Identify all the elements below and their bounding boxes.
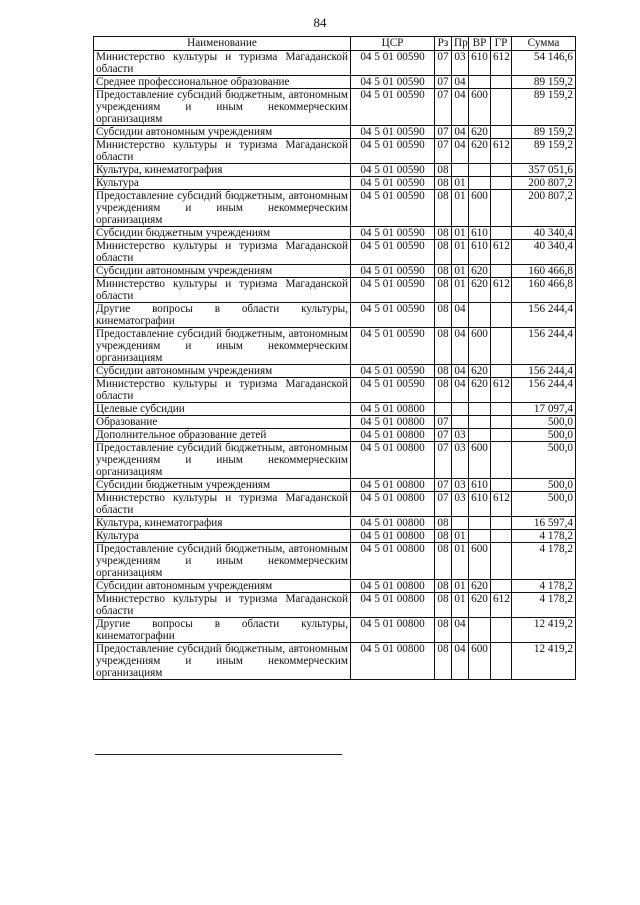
cell-pr: 04 bbox=[452, 643, 469, 680]
cell-gr bbox=[491, 190, 512, 227]
cell-sum: 500,0 bbox=[512, 442, 576, 479]
cell-sum: 500,0 bbox=[512, 492, 576, 517]
cell-sum: 500,0 bbox=[512, 429, 576, 442]
cell-sum: 40 340,4 bbox=[512, 240, 576, 265]
cell-sum: 4 178,2 bbox=[512, 580, 576, 593]
cell-gr bbox=[491, 530, 512, 543]
cell-name: Культура, кинематография bbox=[94, 164, 351, 177]
table-row bbox=[94, 328, 576, 365]
cell-gr bbox=[491, 365, 512, 378]
cell-name: Предоставление субсидий бюджетным, автономным учреждениям и иным некоммерческим организациям bbox=[94, 190, 351, 227]
cell-gr bbox=[491, 177, 512, 190]
cell-pr: 01 bbox=[452, 543, 469, 580]
cell-sum: 16 597,4 bbox=[512, 517, 576, 530]
cell-vr: 620 bbox=[469, 278, 491, 303]
header-sum: Сумма bbox=[512, 37, 576, 51]
cell-pr: 04 bbox=[452, 328, 469, 365]
header-gr: ГР bbox=[491, 37, 512, 51]
table-row bbox=[94, 429, 576, 442]
cell-rz: 07 bbox=[435, 416, 452, 429]
cell-csr: 04 5 01 00590 bbox=[351, 378, 435, 403]
cell-csr: 04 5 01 00800 bbox=[351, 442, 435, 479]
table-row bbox=[94, 278, 576, 303]
table-row bbox=[94, 416, 576, 429]
cell-name: Другие вопросы в области культуры, кинематографии bbox=[94, 618, 351, 643]
cell-rz: 07 bbox=[435, 442, 452, 479]
table-row bbox=[94, 139, 576, 164]
header-csr: ЦСР bbox=[351, 37, 435, 51]
cell-gr bbox=[491, 403, 512, 416]
cell-sum: 54 146,6 bbox=[512, 51, 576, 76]
cell-rz: 08 bbox=[435, 303, 452, 328]
cell-csr: 04 5 01 00590 bbox=[351, 89, 435, 126]
cell-vr: 620 bbox=[469, 265, 491, 278]
cell-gr bbox=[491, 76, 512, 89]
cell-rz: 08 bbox=[435, 240, 452, 265]
cell-sum: 12 419,2 bbox=[512, 618, 576, 643]
table-row bbox=[94, 442, 576, 479]
table-row bbox=[94, 378, 576, 403]
cell-sum: 160 466,8 bbox=[512, 278, 576, 303]
cell-vr bbox=[469, 303, 491, 328]
cell-csr: 04 5 01 00590 bbox=[351, 164, 435, 177]
cell-vr: 600 bbox=[469, 89, 491, 126]
cell-rz: 08 bbox=[435, 618, 452, 643]
cell-rz: 07 bbox=[435, 51, 452, 76]
cell-csr: 04 5 01 00800 bbox=[351, 593, 435, 618]
cell-rz: 08 bbox=[435, 365, 452, 378]
cell-pr: 04 bbox=[452, 303, 469, 328]
table-row bbox=[94, 403, 576, 416]
cell-sum: 200 807,2 bbox=[512, 190, 576, 227]
cell-gr bbox=[491, 265, 512, 278]
cell-vr: 610 bbox=[469, 492, 491, 517]
cell-pr: 01 bbox=[452, 240, 469, 265]
table-row bbox=[94, 543, 576, 580]
cell-gr bbox=[491, 517, 512, 530]
table-row bbox=[94, 365, 576, 378]
cell-name: Другие вопросы в области культуры, кинематографии bbox=[94, 303, 351, 328]
table-row bbox=[94, 593, 576, 618]
table-row bbox=[94, 530, 576, 543]
cell-rz: 07 bbox=[435, 126, 452, 139]
cell-pr: 03 bbox=[452, 442, 469, 479]
cell-sum: 156 244,4 bbox=[512, 378, 576, 403]
cell-vr: 620 bbox=[469, 365, 491, 378]
cell-rz: 07 bbox=[435, 492, 452, 517]
cell-name: Предоставление субсидий бюджетным, автономным учреждениям и иным некоммерческим организациям bbox=[94, 543, 351, 580]
cell-rz: 08 bbox=[435, 328, 452, 365]
cell-pr: 01 bbox=[452, 278, 469, 303]
cell-csr: 04 5 01 00590 bbox=[351, 126, 435, 139]
cell-sum: 500,0 bbox=[512, 416, 576, 429]
cell-csr: 04 5 01 00800 bbox=[351, 479, 435, 492]
cell-pr: 04 bbox=[452, 378, 469, 403]
cell-name: Образование bbox=[94, 416, 351, 429]
cell-sum: 40 340,4 bbox=[512, 227, 576, 240]
cell-gr bbox=[491, 416, 512, 429]
cell-name: Субсидии бюджетным учреждениям bbox=[94, 227, 351, 240]
cell-gr bbox=[491, 618, 512, 643]
cell-sum: 4 178,2 bbox=[512, 593, 576, 618]
cell-csr: 04 5 01 00800 bbox=[351, 618, 435, 643]
cell-name: Культура, кинематография bbox=[94, 517, 351, 530]
cell-name: Министерство культуры и туризма Магаданской области bbox=[94, 492, 351, 517]
cell-gr: 612 bbox=[491, 240, 512, 265]
cell-pr: 03 bbox=[452, 429, 469, 442]
cell-gr: 612 bbox=[491, 378, 512, 403]
cell-gr: 612 bbox=[491, 278, 512, 303]
table-row bbox=[94, 580, 576, 593]
table-row bbox=[94, 190, 576, 227]
table-row bbox=[94, 517, 576, 530]
cell-gr bbox=[491, 328, 512, 365]
cell-sum: 156 244,4 bbox=[512, 328, 576, 365]
cell-name: Министерство культуры и туризма Магаданской области bbox=[94, 593, 351, 618]
cell-pr: 03 bbox=[452, 492, 469, 517]
cell-rz: 08 bbox=[435, 378, 452, 403]
cell-name: Культура bbox=[94, 530, 351, 543]
cell-vr: 620 bbox=[469, 378, 491, 403]
cell-name: Культура bbox=[94, 177, 351, 190]
cell-pr: 04 bbox=[452, 126, 469, 139]
table-row bbox=[94, 265, 576, 278]
cell-vr bbox=[469, 429, 491, 442]
table-row bbox=[94, 164, 576, 177]
cell-name: Министерство культуры и туризма Магаданской области bbox=[94, 240, 351, 265]
cell-rz: 08 bbox=[435, 278, 452, 303]
cell-vr bbox=[469, 164, 491, 177]
table-row bbox=[94, 177, 576, 190]
cell-rz: 08 bbox=[435, 530, 452, 543]
cell-name: Субсидии автономным учреждениям bbox=[94, 126, 351, 139]
cell-name: Субсидии автономным учреждениям bbox=[94, 580, 351, 593]
cell-pr: 04 bbox=[452, 89, 469, 126]
cell-vr: 610 bbox=[469, 479, 491, 492]
cell-csr: 04 5 01 00800 bbox=[351, 416, 435, 429]
cell-csr: 04 5 01 00800 bbox=[351, 643, 435, 680]
table-row bbox=[94, 303, 576, 328]
cell-rz bbox=[435, 403, 452, 416]
cell-name: Предоставление субсидий бюджетным, автономным учреждениям и иным некоммерческим организациям bbox=[94, 328, 351, 365]
cell-csr: 04 5 01 00590 bbox=[351, 227, 435, 240]
cell-pr bbox=[452, 416, 469, 429]
cell-pr bbox=[452, 403, 469, 416]
cell-gr bbox=[491, 164, 512, 177]
cell-csr: 04 5 01 00800 bbox=[351, 403, 435, 416]
budget-table bbox=[93, 36, 576, 680]
cell-csr: 04 5 01 00590 bbox=[351, 240, 435, 265]
table-row bbox=[94, 492, 576, 517]
cell-rz: 08 bbox=[435, 190, 452, 227]
cell-csr: 04 5 01 00590 bbox=[351, 328, 435, 365]
cell-pr: 01 bbox=[452, 580, 469, 593]
cell-pr: 01 bbox=[452, 190, 469, 227]
cell-rz: 08 bbox=[435, 543, 452, 580]
cell-gr bbox=[491, 126, 512, 139]
cell-gr bbox=[491, 442, 512, 479]
cell-vr: 610 bbox=[469, 51, 491, 76]
cell-csr: 04 5 01 00590 bbox=[351, 177, 435, 190]
table-row bbox=[94, 76, 576, 89]
cell-vr: 600 bbox=[469, 328, 491, 365]
cell-vr: 600 bbox=[469, 543, 491, 580]
cell-rz: 08 bbox=[435, 227, 452, 240]
cell-name: Предоставление субсидий бюджетным, автономным учреждениям и иным некоммерческим организациям bbox=[94, 89, 351, 126]
header-pr: Пр bbox=[452, 37, 469, 51]
cell-vr bbox=[469, 530, 491, 543]
cell-gr bbox=[491, 543, 512, 580]
cell-vr bbox=[469, 76, 491, 89]
cell-sum: 89 159,2 bbox=[512, 139, 576, 164]
cell-sum: 89 159,2 bbox=[512, 76, 576, 89]
cell-vr: 600 bbox=[469, 190, 491, 227]
cell-sum: 12 419,2 bbox=[512, 643, 576, 680]
table-row bbox=[94, 126, 576, 139]
cell-pr bbox=[452, 517, 469, 530]
cell-pr: 04 bbox=[452, 139, 469, 164]
cell-vr: 600 bbox=[469, 442, 491, 479]
cell-vr bbox=[469, 517, 491, 530]
cell-csr: 04 5 01 00590 bbox=[351, 365, 435, 378]
cell-gr bbox=[491, 479, 512, 492]
cell-name: Дополнительное образование детей bbox=[94, 429, 351, 442]
cell-rz: 07 bbox=[435, 76, 452, 89]
cell-gr: 612 bbox=[491, 492, 512, 517]
cell-vr: 620 bbox=[469, 126, 491, 139]
cell-vr bbox=[469, 177, 491, 190]
cell-gr bbox=[491, 429, 512, 442]
header-vr: ВР bbox=[469, 37, 491, 51]
cell-csr: 04 5 01 00590 bbox=[351, 190, 435, 227]
cell-name: Целевые субсидии bbox=[94, 403, 351, 416]
cell-rz: 08 bbox=[435, 177, 452, 190]
cell-pr: 01 bbox=[452, 530, 469, 543]
cell-csr: 04 5 01 00590 bbox=[351, 303, 435, 328]
cell-gr: 612 bbox=[491, 139, 512, 164]
cell-vr bbox=[469, 403, 491, 416]
cell-gr bbox=[491, 580, 512, 593]
cell-csr: 04 5 01 00590 bbox=[351, 76, 435, 89]
cell-name: Субсидии бюджетным учреждениям bbox=[94, 479, 351, 492]
cell-sum: 357 051,6 bbox=[512, 164, 576, 177]
cell-pr: 03 bbox=[452, 479, 469, 492]
cell-sum: 200 807,2 bbox=[512, 177, 576, 190]
footnote-divider bbox=[95, 754, 342, 755]
cell-name: Субсидии автономным учреждениям bbox=[94, 365, 351, 378]
header-rz: Рз bbox=[435, 37, 452, 51]
cell-rz: 07 bbox=[435, 479, 452, 492]
cell-rz: 07 bbox=[435, 139, 452, 164]
cell-sum: 89 159,2 bbox=[512, 89, 576, 126]
cell-pr: 01 bbox=[452, 265, 469, 278]
cell-pr: 04 bbox=[452, 76, 469, 89]
cell-pr: 01 bbox=[452, 593, 469, 618]
table-row bbox=[94, 618, 576, 643]
cell-rz: 08 bbox=[435, 164, 452, 177]
table-row bbox=[94, 643, 576, 680]
table-body bbox=[94, 51, 576, 680]
cell-rz: 08 bbox=[435, 580, 452, 593]
cell-csr: 04 5 01 00590 bbox=[351, 139, 435, 164]
cell-pr: 01 bbox=[452, 177, 469, 190]
cell-sum: 4 178,2 bbox=[512, 543, 576, 580]
cell-name: Министерство культуры и туризма Магаданской области bbox=[94, 378, 351, 403]
cell-name: Предоставление субсидий бюджетным, автономным учреждениям и иным некоммерческим организациям bbox=[94, 643, 351, 680]
cell-vr bbox=[469, 618, 491, 643]
cell-gr: 612 bbox=[491, 51, 512, 76]
cell-csr: 04 5 01 00800 bbox=[351, 517, 435, 530]
cell-sum: 156 244,4 bbox=[512, 365, 576, 378]
cell-name: Предоставление субсидий бюджетным, автономным учреждениям и иным некоммерческим организациям bbox=[94, 442, 351, 479]
table-row bbox=[94, 240, 576, 265]
cell-rz: 08 bbox=[435, 593, 452, 618]
cell-rz: 08 bbox=[435, 517, 452, 530]
cell-gr bbox=[491, 643, 512, 680]
cell-sum: 156 244,4 bbox=[512, 303, 576, 328]
cell-vr: 620 bbox=[469, 593, 491, 618]
table-row bbox=[94, 89, 576, 126]
cell-vr bbox=[469, 416, 491, 429]
cell-rz: 08 bbox=[435, 643, 452, 680]
cell-name: Министерство культуры и туризма Магаданской области bbox=[94, 139, 351, 164]
cell-rz: 07 bbox=[435, 89, 452, 126]
cell-vr: 610 bbox=[469, 227, 491, 240]
cell-sum: 89 159,2 bbox=[512, 126, 576, 139]
cell-name: Министерство культуры и туризма Магаданской области bbox=[94, 278, 351, 303]
table-header-row bbox=[94, 37, 576, 51]
cell-sum: 17 097,4 bbox=[512, 403, 576, 416]
cell-vr: 620 bbox=[469, 580, 491, 593]
cell-pr: 04 bbox=[452, 618, 469, 643]
cell-csr: 04 5 01 00800 bbox=[351, 543, 435, 580]
cell-gr: 612 bbox=[491, 593, 512, 618]
cell-name: Субсидии автономным учреждениям bbox=[94, 265, 351, 278]
cell-rz: 07 bbox=[435, 429, 452, 442]
cell-sum: 4 178,2 bbox=[512, 530, 576, 543]
cell-rz: 08 bbox=[435, 265, 452, 278]
table-row bbox=[94, 479, 576, 492]
cell-pr bbox=[452, 164, 469, 177]
cell-csr: 04 5 01 00800 bbox=[351, 580, 435, 593]
cell-gr bbox=[491, 89, 512, 126]
cell-csr: 04 5 01 00800 bbox=[351, 492, 435, 517]
cell-vr: 620 bbox=[469, 139, 491, 164]
cell-sum: 160 466,8 bbox=[512, 265, 576, 278]
cell-pr: 04 bbox=[452, 365, 469, 378]
cell-name: Министерство культуры и туризма Магаданской области bbox=[94, 51, 351, 76]
cell-pr: 01 bbox=[452, 227, 469, 240]
cell-vr: 600 bbox=[469, 643, 491, 680]
cell-csr: 04 5 01 00800 bbox=[351, 429, 435, 442]
header-name: Наименование bbox=[94, 37, 351, 51]
cell-csr: 04 5 01 00590 bbox=[351, 265, 435, 278]
cell-pr: 03 bbox=[452, 51, 469, 76]
cell-gr bbox=[491, 227, 512, 240]
page-number: 84 bbox=[313, 15, 327, 30]
cell-csr: 04 5 01 00590 bbox=[351, 51, 435, 76]
table-row bbox=[94, 227, 576, 240]
table-row bbox=[94, 51, 576, 76]
cell-csr: 04 5 01 00800 bbox=[351, 530, 435, 543]
cell-gr bbox=[491, 303, 512, 328]
cell-vr: 610 bbox=[469, 240, 491, 265]
cell-csr: 04 5 01 00590 bbox=[351, 278, 435, 303]
cell-sum: 500,0 bbox=[512, 479, 576, 492]
cell-name: Среднее профессиональное образование bbox=[94, 76, 351, 89]
